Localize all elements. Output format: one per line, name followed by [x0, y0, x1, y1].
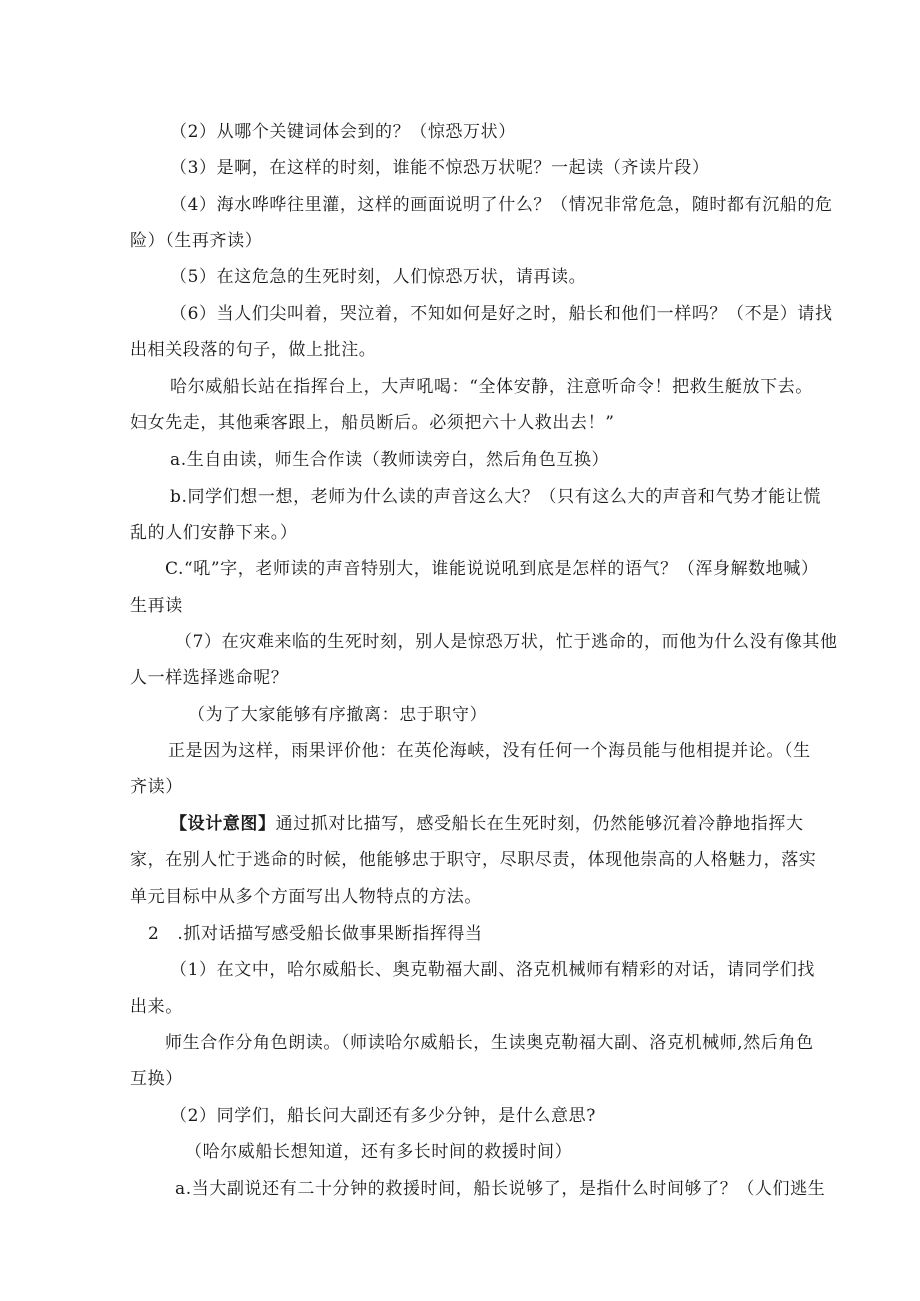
s2-paragraph-2: （2）同学们，船长问大副还有多少分钟，是什么意思? [170, 1106, 596, 1126]
section-2-title: .抓对话描写感受船长做事果断指挥得当 [177, 924, 483, 944]
answer-duty: （为了大家能够有序撤离：忠于职守） [188, 705, 488, 725]
section-2-heading [148, 924, 483, 944]
paragraph-q6-line1: （6）当人们尖叫着，哭泣着，不知如何是好之时，船长和他们一样吗？（不是）请找 [170, 304, 833, 324]
design-intent-label: 【设计意图】 [170, 814, 276, 834]
paragraph-q2: （2）从哪个关键词体会到的？（惊恐万状） [170, 122, 516, 142]
design-intent-line1 [170, 814, 804, 834]
section-2-number: 2 [148, 924, 160, 944]
quote-line1: 哈尔威船长站在指挥台上，大声吼喝：“全体安静，注意听命令！把救生艇放下去。 [170, 377, 813, 397]
s2-paragraph-1-line2: 出来。 [130, 997, 183, 1017]
paragraph-q7-line2: 人一样选择逃命呢？ [130, 668, 289, 688]
hugo-line2: 齐读） [130, 777, 183, 797]
hugo-line1: 正是因为这样，雨果评价他：在英伦海峡，没有任何一个海员能与他相提并论。（生 [168, 741, 811, 761]
design-intent-line3: 单元目标中从多个方面写出人物特点的方法。 [130, 887, 482, 907]
design-intent-line2: 家，在别人忙于逃命的时候，他能够忠于职守，尽职尽责，体现他崇高的人格魅力，落实 [130, 850, 817, 870]
paragraph-q5: （5）在这危急的生死时刻，人们惊恐万状，请再读。 [170, 267, 587, 287]
item-b-line1: b.同学们想一想，老师为什么读的声音这么大？（只有这么大的声音和气势才能让慌 [170, 487, 822, 507]
quote-line2: 妇女先走，其他乘客跟上，船员断后。必须把六十人救出去！” [130, 413, 615, 433]
s2-paragraph-1-line1: （1）在文中，哈尔威船长、奥克勒福大副、洛克机械师有精彩的对话，请同学们找 [170, 960, 816, 980]
paragraph-q4-line1: （4）海水哗哗往里灌，这样的画面说明了什么？（情况非常危急，随时都有沉船的危 [170, 195, 833, 215]
s2-item-a: a.当大副说还有二十分钟的救援时间，船长说够了，是指什么时间够了？（人们逃生 [175, 1179, 826, 1199]
item-c-line2: 生再读 [130, 596, 183, 616]
s2-answer: （哈尔威船长想知道，还有多长时间的救援时间） [185, 1142, 573, 1162]
item-a: a.生自由读，师生合作读（教师读旁白，然后角色互换） [170, 450, 610, 470]
roleplay-line2: 互换） [130, 1069, 183, 1089]
paragraph-q3: （3）是啊，在这样的时刻，谁能不惊恐万状呢？一起读（齐读片段） [170, 158, 710, 178]
roleplay-line1: 师生合作分角色朗读。（师读哈尔威船长，生读奥克勒福大副、洛克机械师,然后角色 [165, 1033, 814, 1053]
design-intent-text: 通过抓对比描写，感受船长在生死时刻，仍然能够沉着冷静地指挥大 [275, 814, 804, 834]
item-c-line1: C.“吼”字，老师读的声音特别大，谁能说说吼到底是怎样的语气？（浑身解数地喊） [165, 559, 819, 579]
item-b-line2: 乱的人们安静下来。） [130, 523, 298, 543]
paragraph-q6-line2: 出相关段落的句子，做上批注。 [130, 340, 377, 360]
paragraph-q4-line2: 险）（生再齐读） [130, 231, 263, 251]
paragraph-q7-line1: （7）在灾难来临的生死时刻，别人是惊恐万状，忙于逃命的，而他为什么没有像其他 [175, 632, 838, 652]
